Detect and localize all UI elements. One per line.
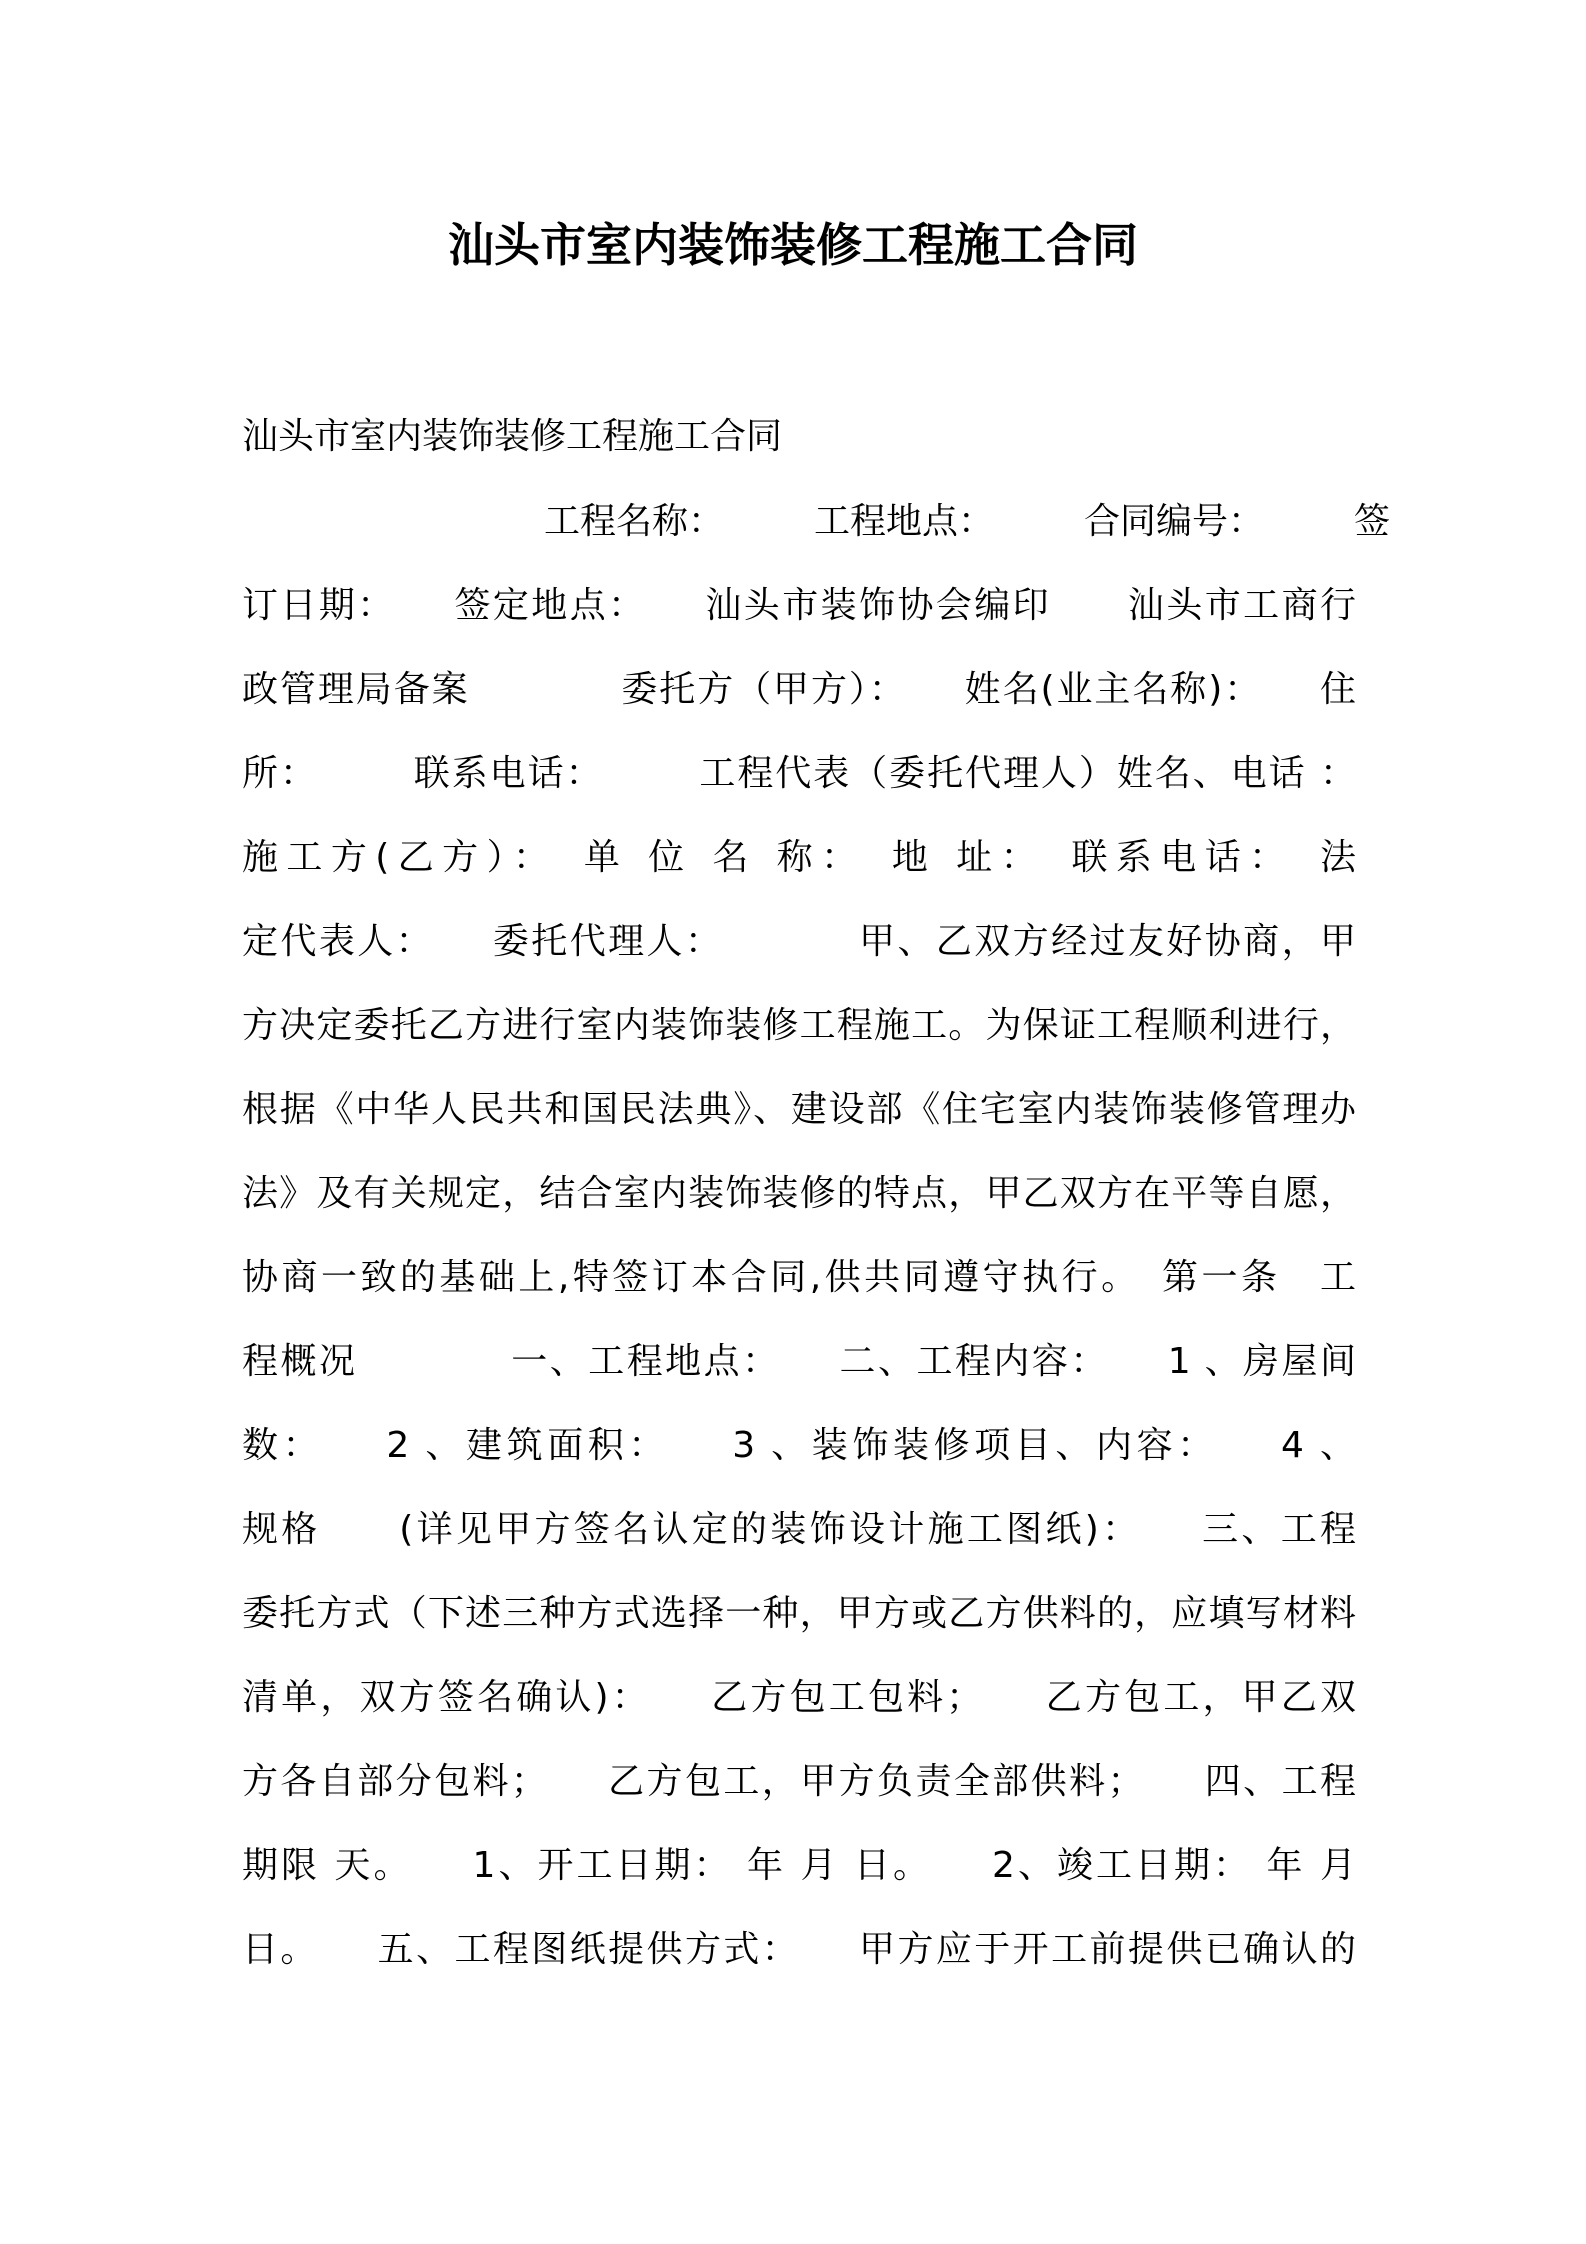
- body-line-11: 程概况 一、工程地点： 二、工程内容： 1 、房屋间: [242, 1341, 1356, 1382]
- body-line-1: 工程名称： 工程地点： 合同编号： 签: [544, 501, 1391, 542]
- body-line-4: 所： 联系电话： 工程代表（委托代理人）姓名、电话 ：: [242, 753, 1356, 794]
- body-line-18: 日。 五、工程图纸提供方式： 甲方应于开工前提供已确认的: [242, 1929, 1356, 1970]
- body-line-10: 协商一致的基础上,特签订本合同,供共同遵守执行。 第一条 工: [242, 1257, 1356, 1298]
- body-line-17: 期限 天。 1、开工日期： 年 月 日。 2、竣工日期： 年 月: [242, 1845, 1356, 1886]
- body-line-6: 定代表人： 委托代理人： 甲、乙双方经过友好协商，甲: [242, 921, 1356, 962]
- body-line-13: 规格 (详见甲方签名认定的装饰设计施工图纸)： 三、工程: [242, 1509, 1356, 1550]
- body-line-2: 订日期： 签定地点： 汕头市装饰协会编印 汕头市工商行: [242, 585, 1356, 626]
- body-line-15: 清单，双方签名确认)： 乙方包工包料； 乙方包工，甲乙双: [242, 1677, 1356, 1718]
- body-line-16: 方各自部分包料； 乙方包工，甲方负责全部供料； 四、工程: [242, 1761, 1356, 1802]
- body-line-7: 方决定委托乙方进行室内装饰装修工程施工。为保证工程顺利进行，: [242, 1005, 1356, 1046]
- body-line-8: 根据《中华人民共和国民法典》、建设部《住宅室内装饰装修管理办: [242, 1089, 1356, 1130]
- document-title: 汕头市室内装饰装修工程施工合同: [448, 218, 1138, 272]
- body-line-12: 数： 2 、建筑面积： 3 、装饰装修项目、内容： 4 、: [242, 1425, 1356, 1466]
- body-line-14: 委托方式（下述三种方式选择一种，甲方或乙方供料的，应填写材料: [242, 1593, 1356, 1634]
- body-line-9: 法》及有关规定，结合室内装饰装修的特点，甲乙双方在平等自愿，: [242, 1173, 1356, 1214]
- body-line-5: 施工方(乙方）： 单 位 名 称： 地 址： 联系电话： 法: [242, 837, 1356, 878]
- body-line-3: 政管理局备案 委托方（甲方）： 姓名(业主名称)： 住: [242, 669, 1356, 710]
- document-subtitle: 汕头市室内装饰装修工程施工合同: [242, 416, 783, 457]
